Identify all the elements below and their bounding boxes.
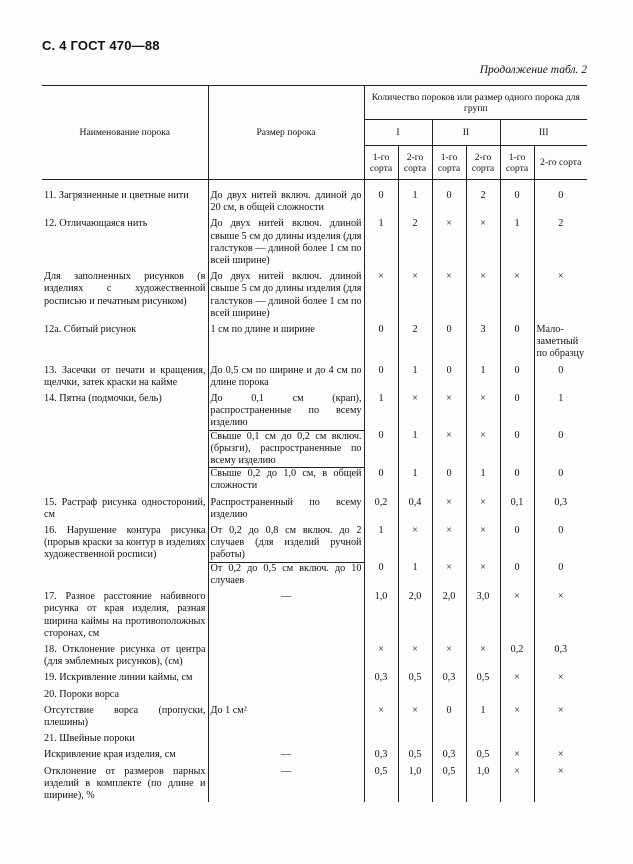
defect-size-cell: От 0,2 до 0,5 см включ. до 10 случаев <box>208 562 364 587</box>
count-cell: 0 <box>364 320 398 361</box>
count-cell <box>398 729 432 745</box>
count-cell: × <box>466 267 500 320</box>
table-row <box>42 729 587 745</box>
count-cell: 1 <box>364 521 398 562</box>
count-cell: × <box>534 701 587 729</box>
count-cell: 1 <box>466 361 500 389</box>
count-cell: × <box>500 762 534 803</box>
defect-name-cell: Отклонение от размеров парных изделий в комплекте (по длине и ширине), % <box>44 765 206 801</box>
count-cell: × <box>500 701 534 729</box>
grade-header: 1-го сорта <box>432 146 466 180</box>
count-cell: 0,3 <box>432 668 466 684</box>
table-row <box>42 685 587 701</box>
count-cell <box>500 729 534 745</box>
defect-size-cell: Распространенный по всему изделию <box>208 493 364 521</box>
count-cell: 0 <box>500 430 534 468</box>
count-cell <box>432 685 466 701</box>
count-cell: × <box>466 493 500 521</box>
defect-size-cell <box>208 729 364 745</box>
count-cell: 0 <box>364 468 398 493</box>
count-cell: 0,5 <box>398 668 432 684</box>
grade-header: 2-го сорта <box>398 146 432 180</box>
count-cell: 0 <box>364 562 398 587</box>
count-cell <box>466 729 500 745</box>
defect-name-cell: 20. Пороки ворса <box>44 688 119 700</box>
count-cell: 0 <box>534 430 587 468</box>
count-cell: × <box>432 214 466 267</box>
table-row <box>42 521 587 562</box>
table-row <box>42 389 587 430</box>
count-cell: 0,3 <box>432 745 466 761</box>
defect-name-cell: 16. Нарушение контура рисунка (прорыв краски за контур в изделиях художественной росписи) <box>44 525 206 561</box>
count-cell: 0 <box>364 430 398 468</box>
count-cell: 1 <box>364 389 398 430</box>
count-cell: × <box>534 267 587 320</box>
count-cell <box>534 729 587 745</box>
count-cell: 0 <box>534 468 587 493</box>
count-cell: 0,2 <box>500 640 534 668</box>
count-cell <box>500 685 534 701</box>
count-cell: × <box>432 493 466 521</box>
defect-size-cell: До двух нитей включ. длиной до 20 см, в общей сложности <box>208 180 364 215</box>
count-cell: 3,0 <box>466 587 500 640</box>
grade-header: 1-го сорта <box>500 146 534 180</box>
count-cell: × <box>466 214 500 267</box>
defect-name-cell: 19. Искривление линии каймы, см <box>44 672 193 684</box>
count-cell: 2 <box>534 214 587 267</box>
defect-size-cell: Свыше 0,2 до 1,0 см, в общей сложности <box>208 468 364 493</box>
count-cell: 0,4 <box>398 493 432 521</box>
count-cell: × <box>466 521 500 562</box>
defects-table <box>42 85 587 802</box>
defect-size-cell <box>208 640 364 668</box>
count-cell: 0 <box>500 468 534 493</box>
count-cell: × <box>534 745 587 761</box>
count-cell: × <box>398 389 432 430</box>
table-row <box>42 267 587 320</box>
count-cell: × <box>432 267 466 320</box>
count-cell: 1,0 <box>398 762 432 803</box>
count-cell: 3 <box>466 320 500 361</box>
column-header-count: Количество пороков или размер одного порока для групп <box>364 86 587 120</box>
count-cell <box>364 729 398 745</box>
defect-name-cell <box>42 430 208 468</box>
count-cell <box>432 729 466 745</box>
count-cell: 0,5 <box>364 762 398 803</box>
count-cell: 0 <box>364 361 398 389</box>
count-cell: × <box>398 640 432 668</box>
defect-size-cell <box>208 668 364 684</box>
defect-name-cell: 14. Пятна (подмочки, бель) <box>44 393 162 405</box>
count-cell: 2,0 <box>432 587 466 640</box>
count-cell: 0,5 <box>466 668 500 684</box>
table-row <box>42 701 587 729</box>
count-cell: 0 <box>500 180 534 215</box>
table-row <box>42 668 587 684</box>
count-cell: × <box>534 587 587 640</box>
count-cell: × <box>500 745 534 761</box>
table-row <box>42 587 587 640</box>
count-cell <box>398 685 432 701</box>
table-row <box>42 640 587 668</box>
count-cell: 0 <box>432 701 466 729</box>
group-header-3: III <box>500 120 587 146</box>
count-cell <box>466 685 500 701</box>
defect-name-cell <box>42 468 208 493</box>
table-row <box>42 493 587 521</box>
table-row <box>42 468 587 493</box>
table-row <box>42 361 587 389</box>
grade-header: 2-го сорта <box>534 146 587 180</box>
count-cell: 0 <box>500 320 534 361</box>
continuation-label: Продолжение табл. 2 <box>479 64 587 76</box>
defect-name-cell: 12а. Сбитый рисунок <box>44 324 137 336</box>
defect-name-cell: 18. Отклонение рисунка от центра (для эмблемных рисунков), (см) <box>44 643 206 668</box>
count-cell: × <box>432 640 466 668</box>
count-cell: × <box>364 640 398 668</box>
count-cell: 1 <box>398 468 432 493</box>
count-cell: 1 <box>500 214 534 267</box>
defect-name-cell: 11. Загрязненные и цветные нити <box>44 190 189 201</box>
table-row <box>42 745 587 761</box>
defect-size-cell: Свыше 0,1 см до 0,2 см включ. (брызги), распространенные по всему изделию <box>208 430 364 468</box>
table-row <box>42 214 587 267</box>
count-cell: × <box>534 668 587 684</box>
defect-size-cell <box>208 685 364 701</box>
defect-size-cell: До 0,5 см по ширине и до 4 см по длине порока <box>208 361 364 389</box>
count-cell <box>534 685 587 701</box>
group-header-1: I <box>364 120 432 146</box>
count-cell: 2 <box>466 180 500 215</box>
grade-header: 1-го сорта <box>364 146 398 180</box>
count-cell: × <box>432 521 466 562</box>
table-row <box>42 320 587 361</box>
count-cell: 0 <box>534 361 587 389</box>
count-cell: × <box>432 562 466 587</box>
count-cell: 1 <box>398 180 432 215</box>
count-cell: 0 <box>534 562 587 587</box>
defect-size-cell: До 1 см² <box>208 701 364 729</box>
count-cell: 1 <box>398 361 432 389</box>
defect-name-cell: 13. Засечки от печати и кращения, щелчки, затек краски на кайме <box>44 364 206 388</box>
defect-name-cell: Для заполненных рисунков (в изделиях с художественной росписью и печатным рисунком) <box>44 271 206 307</box>
count-cell: × <box>398 267 432 320</box>
count-cell: 0 <box>500 389 534 430</box>
count-cell: 1 <box>364 214 398 267</box>
defect-size-cell: От 0,2 до 0,8 см включ. до 2 случаев (для изделий ручной работы) <box>208 521 364 562</box>
count-cell: 2 <box>398 320 432 361</box>
count-cell: × <box>466 640 500 668</box>
table-row <box>42 180 587 215</box>
count-cell: 0 <box>432 468 466 493</box>
count-cell: × <box>500 668 534 684</box>
defect-name-cell: Искривление края изделия, см <box>44 749 176 761</box>
count-cell: 0,3 <box>364 745 398 761</box>
count-cell: 0,5 <box>466 745 500 761</box>
count-cell: 1 <box>466 468 500 493</box>
table-row <box>42 430 587 468</box>
defect-name-cell: 21. Швейные пороки <box>44 733 135 745</box>
count-cell: 0 <box>432 320 466 361</box>
grade-header: 2-го сорта <box>466 146 500 180</box>
count-cell: 1 <box>398 562 432 587</box>
page-label: С. 4 ГОСТ 470—88 <box>42 38 160 53</box>
count-cell: 0,3 <box>534 640 587 668</box>
count-cell: 0 <box>534 180 587 215</box>
count-cell: × <box>432 430 466 468</box>
count-cell: 1,0 <box>466 762 500 803</box>
defect-name-cell <box>42 562 208 587</box>
count-cell: 0 <box>432 361 466 389</box>
defect-size-cell: — <box>208 587 364 640</box>
defect-name-cell: 17. Разное расстояние набивного рисунка от края изделия, разная ширина каймы на противоположных сторонах, см <box>44 591 206 639</box>
count-cell: 0 <box>364 180 398 215</box>
defect-name-cell: 12. Отличающаяся нить <box>44 218 148 230</box>
count-cell: × <box>432 389 466 430</box>
count-cell: 1 <box>466 701 500 729</box>
defect-size-cell: — <box>208 762 364 803</box>
count-cell: × <box>398 521 432 562</box>
count-cell: 0 <box>500 521 534 562</box>
count-cell: 0 <box>432 180 466 215</box>
count-cell: 0,3 <box>534 493 587 521</box>
count-cell: 0 <box>534 521 587 562</box>
defect-size-cell: — <box>208 745 364 761</box>
count-cell: × <box>500 267 534 320</box>
column-header-size: Размер порока <box>208 86 364 180</box>
count-cell <box>364 685 398 701</box>
count-cell: × <box>364 267 398 320</box>
count-cell: 0 <box>500 361 534 389</box>
count-cell: 2,0 <box>398 587 432 640</box>
count-cell: × <box>364 701 398 729</box>
count-cell: × <box>534 762 587 803</box>
count-cell: × <box>466 389 500 430</box>
defect-size-cell: До двух нитей включ. длиной свыше 5 см до длины изделия (для галстуков — длиной более 1 см по всей ширине) <box>208 214 364 267</box>
count-cell: 0,3 <box>364 668 398 684</box>
count-cell: 2 <box>398 214 432 267</box>
defect-size-cell: До 0,1 см (крап), распространенные по всему изделию <box>208 389 364 430</box>
column-header-name: Наименование порока <box>42 86 208 180</box>
count-cell: 0,2 <box>364 493 398 521</box>
defect-size-cell: 1 см по длине и ширине <box>208 320 364 361</box>
defect-size-cell: До двух нитей включ. длиной свыше 5 см до длины изделия (для галстуков — длиной более 1 см по всей ширине) <box>208 267 364 320</box>
count-cell: Мало-заметный по образцу <box>534 320 587 361</box>
defect-name-cell: Отсутствие ворса (пропуски, плешины) <box>44 704 206 728</box>
group-header-2: II <box>432 120 500 146</box>
table-row <box>42 762 587 803</box>
count-cell: 0 <box>500 562 534 587</box>
count-cell: 0,1 <box>500 493 534 521</box>
count-cell: 0,5 <box>432 762 466 803</box>
count-cell: 1,0 <box>364 587 398 640</box>
count-cell: 0,5 <box>398 745 432 761</box>
count-cell: × <box>466 562 500 587</box>
defect-name-cell: 15. Раcтраф рисунка одностороний, см <box>44 496 206 520</box>
count-cell: 1 <box>534 389 587 430</box>
count-cell: × <box>466 430 500 468</box>
count-cell: × <box>398 701 432 729</box>
count-cell: 1 <box>398 430 432 468</box>
count-cell: × <box>500 587 534 640</box>
table-row <box>42 562 587 587</box>
